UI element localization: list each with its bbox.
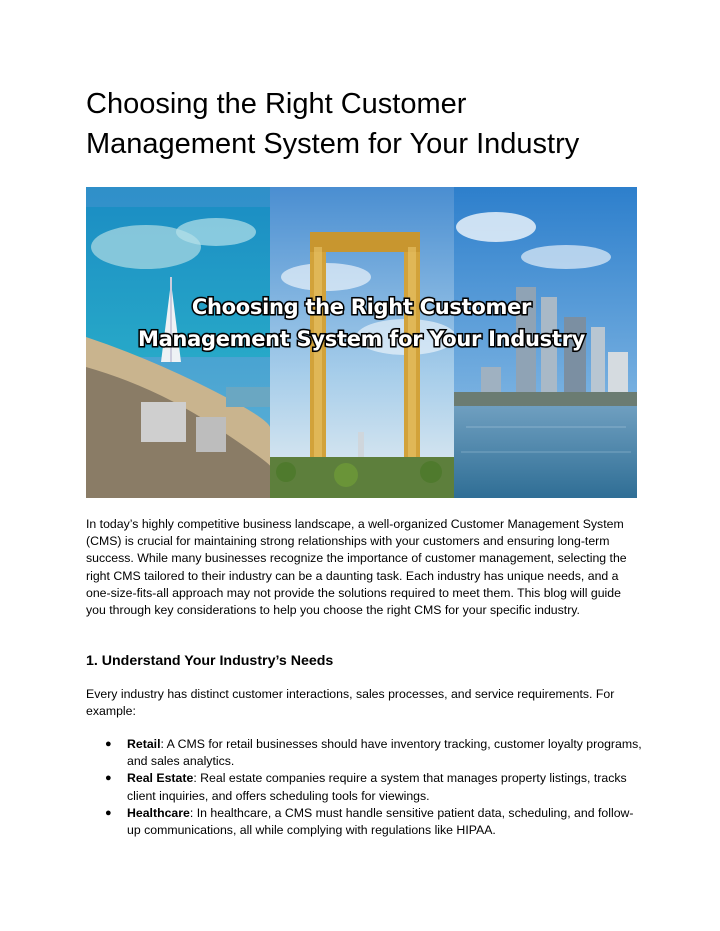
title-line-2: Management System for Your Industry (86, 128, 580, 160)
page-title (86, 84, 646, 164)
list-item-term: Healthcare (127, 805, 190, 820)
hero-caption (86, 291, 637, 355)
section-heading: 1. Understand Your Industry’s Needs (86, 653, 334, 669)
list-item-term: Real Estate (127, 771, 194, 786)
section-lead-paragraph: Every industry has distinct customer interactions, sales processes, and service requirements. For example: (86, 687, 615, 719)
list-item-text: : In healthcare, a CMS must handle sensitive patient data, scheduling, and follow-up communications, all while complying with regulations like HIPAA. (127, 805, 634, 838)
intro-paragraph: In today’s highly competitive business landscape, a well-organized Customer Management System (CMS) is crucial for maintaining strong relationships with your customers and ensuring long-term success. While many businesses recognize the importance of customer management, selecting the right CMS tailored to their industry can be a daunting task. Each industry has unique needs, and a one-size-fits-all approach may not provide the solutions required to meet them. This blog will guide you through key considerations to help you choose the right CMS for your specific industry. (86, 517, 627, 618)
bullet-icon: ● (105, 772, 112, 785)
title-line-1: Choosing the Right Customer (86, 88, 467, 120)
list-item (86, 805, 646, 839)
list-item (86, 770, 646, 804)
hero-caption-line-1: Choosing the Right Customer (191, 295, 532, 319)
bullet-icon: ● (105, 806, 112, 819)
list-item-text: : A CMS for retail businesses should have inventory tracking, customer loyalty programs, and sales analytics. (127, 737, 642, 769)
list-item-text: : Real estate companies require a system that manages property listings, tracks client inquiries, and offers scheduling tools for viewings. (127, 771, 627, 803)
hero-image (86, 187, 637, 498)
list-item-term: Retail (127, 737, 161, 751)
industry-examples-list (86, 736, 646, 839)
bullet-icon: ● (105, 738, 112, 750)
hero-caption-line-2: Management System for Your Industry (137, 327, 586, 351)
list-item (86, 736, 646, 770)
